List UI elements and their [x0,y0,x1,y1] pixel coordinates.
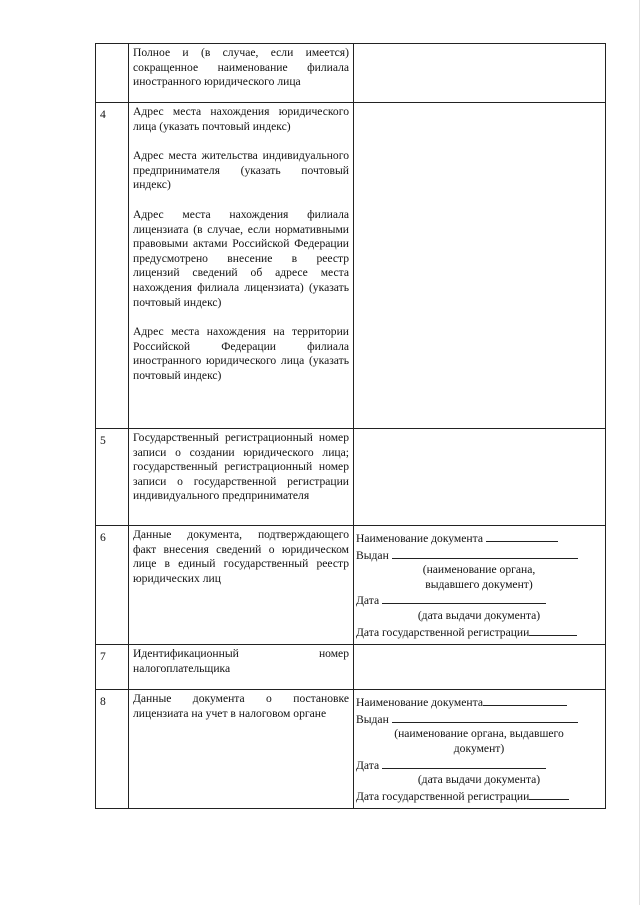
table-row [96,645,606,690]
row-value-cell[interactable] [354,103,606,429]
date-line: Дата [356,757,602,774]
row-label [129,645,354,690]
date-blank[interactable] [382,592,546,604]
row-number: 5 [96,429,129,526]
row-label [129,429,354,526]
doc-name-line: Наименование документа [356,694,602,711]
table-row [96,690,606,809]
table-row [96,103,606,429]
row-label [129,103,354,429]
row-value-cell[interactable] [354,429,606,526]
issuer-caption: (наименование органа, [422,563,536,577]
date-line: Дата [356,592,602,609]
issued-line: Выдан [356,547,602,564]
label-paragraph: Полное и (в случае, если имеется) сокращенное наименование филиала иностранного юридического лица [133,46,349,89]
issuer-caption: документ) [453,741,505,755]
issuer-caption: выдавшего документ) [425,577,533,591]
issued-blank[interactable] [392,547,578,559]
doc-name-blank[interactable] [486,530,558,542]
reg-date-line: Дата государственной регистрации [356,788,602,805]
table-row [96,44,606,103]
row-value-cell[interactable] [354,44,606,103]
row-label [129,526,354,645]
row-number: 4 [96,103,129,429]
row-value-cell[interactable] [354,645,606,690]
date-caption: (дата выдачи документа) [417,773,541,787]
date-caption: (дата выдачи документа) [417,608,541,622]
doc-name-line: Наименование документа [356,530,602,547]
row-number: 6 [96,526,129,645]
label-paragraph: Идентификационный номер налогоплательщика [133,647,349,675]
table-row [96,429,606,526]
table-row [96,526,606,645]
issued-blank[interactable] [392,711,578,723]
row-number: 7 [96,645,129,690]
issued-line: Выдан [356,711,602,728]
reg-date-blank[interactable] [529,788,569,800]
label-paragraph: Данные документа, подтверждающего факт внесения сведений о юридическом лице в единый государственный реестр юридических лиц [133,528,349,585]
label-paragraph: Адрес места нахождения филиала лицензиата (в случае, если нормативными правовыми актами Российской Федерации предусмотрено внесение в реестр лицензий сведений об адресе места нахождения филиала лицензиата) (указать почтовый индекс) [133,207,349,309]
label-paragraph: Адрес места нахождения на территории Российской Федерации филиала иностранного юридического лица (указать почтовый индекс) [133,325,349,382]
date-blank[interactable] [382,757,546,769]
reg-date-line: Дата государственной регистрации [356,624,602,641]
label-paragraph: Адрес места жительства индивидуального предпринимателя (указать почтовый индекс) [133,149,349,192]
document-details-block [354,526,606,645]
row-label [129,690,354,809]
label-paragraph: Государственный регистрационный номер записи о создании юридического лица; государственный регистрационный номер записи о государственной регистрации индивидуального предпринимателя [133,431,349,503]
reg-date-blank[interactable] [529,624,577,636]
licensee-info-table [95,43,606,809]
row-number [96,44,129,103]
doc-name-blank[interactable] [483,694,567,706]
row-label [129,44,354,103]
label-paragraph: Адрес места нахождения юридического лица (указать почтовый индекс) [133,105,349,133]
issuer-caption: (наименование органа, выдавшего [394,727,564,741]
label-paragraph: Данные документа о постановке лицензиата на учет в налоговом органе [133,692,349,720]
document-details-block [354,690,606,809]
row-number: 8 [96,690,129,809]
